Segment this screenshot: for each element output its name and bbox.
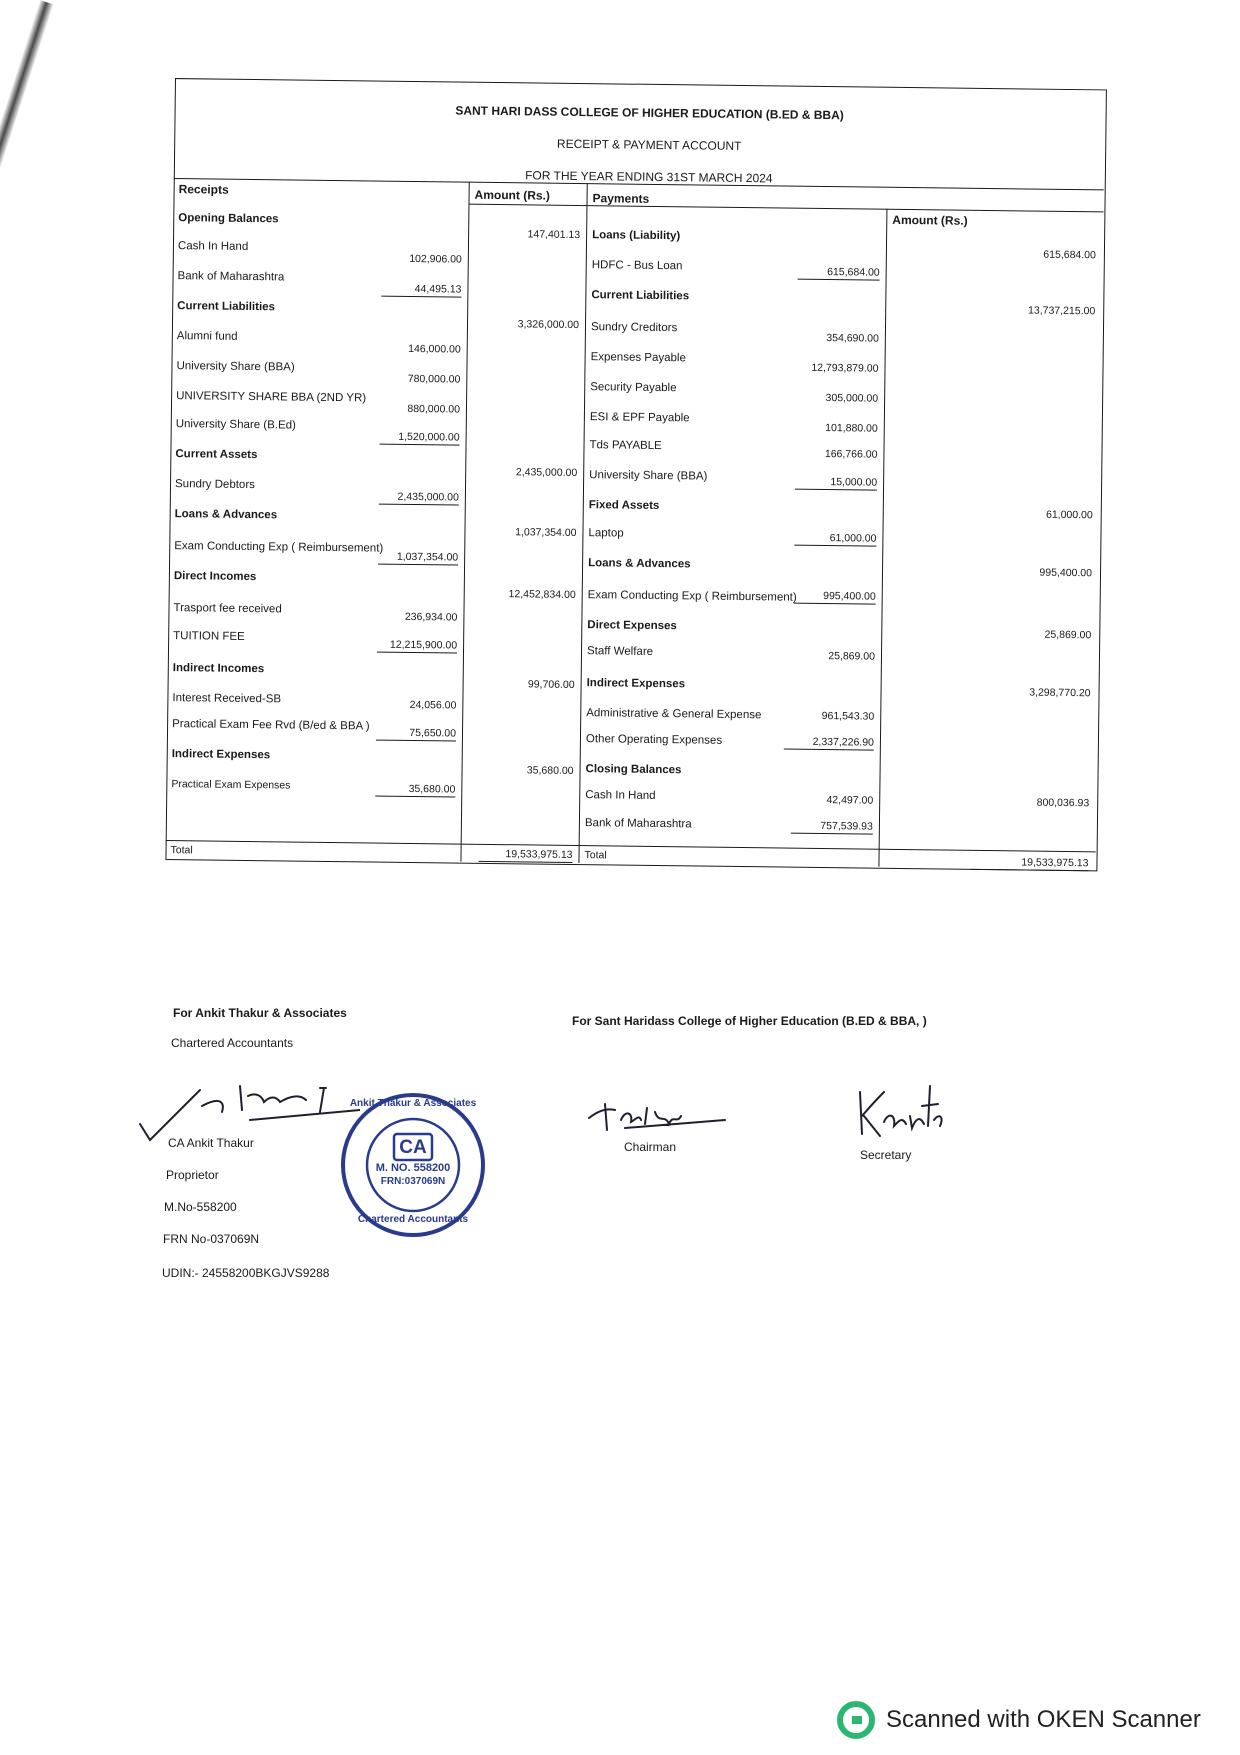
payment-group-total: 800,036.93 (1036, 796, 1090, 810)
payment-group-total: 3,298,770.20 (1029, 686, 1091, 700)
receipt-value: 2,435,000.00 (379, 491, 459, 506)
payment-value: 2,337,226.90 (784, 736, 874, 751)
payment-value: 25,869.00 (828, 650, 876, 663)
receipt-row: Indirect Incomes (172, 662, 265, 676)
receipt-value: 35,680.00 (375, 783, 455, 798)
scan-edge-shadow (0, 0, 53, 223)
payment-row: Exam Conducting Exp ( Reimbursement) (587, 589, 797, 604)
receipt-row: Current Liabilities (177, 300, 276, 314)
receipt-value: 75,650.00 (376, 727, 456, 742)
college-title: SANT HARI DASS COLLEGE OF HIGHER EDUCATION (B.ED & BBA) (455, 103, 844, 123)
payment-group-total: 615,684.00 (1043, 248, 1096, 262)
receipt-value: 1,037,354.00 (378, 551, 458, 566)
receipt-row: Sundry Debtors (174, 478, 256, 492)
receipt-row: Current Assets (175, 448, 258, 462)
receipt-payment-sheet (159, 78, 1130, 990)
payment-row: Administrative & General Expense (586, 707, 762, 722)
stamp-mno: M. NO. 558200 (375, 1162, 451, 1174)
scanner-watermark (836, 1700, 1201, 1740)
payment-row: Other Operating Expenses (585, 733, 723, 747)
payment-value: 305,000.00 (825, 392, 879, 405)
payment-row: Loans (Liability) (592, 229, 681, 243)
payment-row: Laptop (588, 527, 624, 540)
payment-row: Expenses Payable (590, 351, 686, 365)
auditor-udin: UDIN:- 24558200BKGJVS9288 (162, 1266, 330, 1280)
payment-row: Loans & Advances (588, 557, 691, 571)
payment-row: Direct Expenses (587, 619, 677, 633)
payment-row: Fixed Assets (588, 499, 660, 513)
receipts-heading: Receipts (178, 182, 229, 197)
payment-group-total: 61,000.00 (1045, 508, 1093, 522)
stamp-frn: FRN:037069N (380, 1176, 446, 1187)
receipt-row: Direct Incomes (173, 570, 257, 584)
payment-row: Bank of Maharashtra (584, 817, 692, 831)
payments-heading: Payments (592, 191, 650, 206)
receipt-row: Indirect Expenses (171, 748, 271, 762)
payment-row: University Share (BBA) (589, 469, 708, 483)
stamp-logo: CA (399, 1137, 427, 1158)
payment-group-total: 13,737,215.00 (1027, 304, 1096, 318)
receipt-value: 44,495.13 (381, 283, 461, 298)
receipt-row: Practical Exam Fee Rvd (B/ed & BBA ) (172, 718, 370, 733)
payment-value: 757,539.93 (791, 820, 873, 835)
auditor-signature (130, 1066, 360, 1146)
receipt-group-total: 2,435,000.00 (515, 466, 578, 480)
payment-group-total: 995,400.00 (1039, 566, 1093, 580)
payment-value: 354,690.00 (826, 332, 879, 345)
receipt-row: Interest Received-SB (172, 692, 282, 706)
payment-row: ESI & EPF Payable (589, 411, 690, 425)
receipt-value: 236,934.00 (404, 610, 458, 624)
receipt-group-total: 12,452,834.00 (508, 588, 576, 601)
receipt-row: Loans & Advances (174, 508, 278, 522)
receipt-row: UNIVERSITY SHARE BBA (2ND YR) (176, 390, 367, 405)
auditor-name: CA Ankit Thakur (168, 1136, 254, 1150)
college-for: For Sant Haridass College of Higher Education (B.ED & BBA, ) (572, 1014, 927, 1028)
payment-row: Cash In Hand (585, 789, 656, 802)
receipt-row: University Share (BBA) (176, 360, 295, 374)
secretary-label: Secretary (860, 1148, 912, 1162)
total-left-label: Total (170, 844, 193, 857)
auditor-membership-no: M.No-558200 (164, 1200, 237, 1214)
receipt-row: Opening Balances (178, 212, 279, 226)
receipt-group-total: 99,706.00 (527, 678, 575, 691)
payment-value: 101,880.00 (825, 422, 878, 435)
payment-row: Sundry Creditors (590, 321, 678, 335)
payment-value: 615,684.00 (798, 266, 880, 281)
receipt-value: 102,906.00 (409, 252, 462, 266)
receipt-value: 146,000.00 (408, 342, 461, 356)
amount-right-heading: Amount (Rs.) (892, 212, 968, 228)
payment-value: 12,793,879.00 (811, 361, 879, 375)
scanner-label: Scanned with OKEN Scanner (886, 1706, 1201, 1733)
receipt-value: 24,056.00 (409, 698, 457, 712)
secretary-signature (850, 1072, 950, 1152)
payment-row: Indirect Expenses (586, 677, 686, 691)
receipt-value: 12,215,900.00 (377, 639, 457, 654)
receipt-row: Exam Conducting Exp ( Reimbursement) (174, 540, 384, 555)
payment-value: 42,497.00 (826, 794, 874, 807)
receipt-row: Alumni fund (176, 330, 238, 343)
auditor-role: Proprietor (166, 1168, 219, 1182)
receipt-row: TUITION FEE (173, 630, 245, 643)
receipt-group-total: 35,680.00 (526, 764, 574, 777)
amount-left-heading: Amount (Rs.) (474, 187, 551, 203)
statement-period: FOR THE YEAR ENDING 31ST MARCH 2024 (525, 168, 773, 186)
receipt-value: 880,000.00 (407, 402, 461, 416)
auditor-type: Chartered Accountants (171, 1036, 294, 1050)
payment-value: 995,400.00 (794, 590, 876, 605)
payment-value: 166,766.00 (824, 448, 878, 461)
receipt-row: Practical Exam Expenses (171, 778, 291, 792)
chairman-label: Chairman (624, 1140, 677, 1154)
receipt-group-total: 147,401.13 (527, 228, 581, 242)
receipt-row: Bank of Maharashtra (177, 270, 285, 284)
receipt-value: 780,000.00 (407, 372, 461, 386)
chairman-signature (585, 1090, 735, 1140)
payment-row: Closing Balances (585, 763, 682, 777)
payment-row: Current Liabilities (591, 289, 690, 303)
payment-row: HDFC - Bus Loan (591, 259, 683, 273)
stamp-type: Chartered Accountants (357, 1214, 469, 1225)
payment-row: Security Payable (590, 381, 677, 395)
total-right-label: Total (584, 849, 607, 862)
stamp-name: Ankit Thakur & Associates (349, 1098, 477, 1109)
receipt-value: 1,520,000.00 (380, 431, 460, 446)
payment-row: Staff Welfare (586, 645, 654, 658)
statement-title: RECEIPT & PAYMENT ACCOUNT (556, 136, 742, 153)
payment-value: 15,000.00 (795, 476, 877, 491)
scanner-logo-icon (836, 1700, 876, 1740)
payment-value: 961,543.30 (821, 710, 875, 723)
receipt-row: Cash In Hand (177, 240, 249, 253)
total-right-value: 19,533,975.13 (970, 856, 1088, 871)
ca-stamp (338, 1090, 488, 1240)
auditor-for: For Ankit Thakur & Associates (173, 1006, 347, 1020)
receipt-row: University Share (B.Ed) (175, 418, 296, 432)
payment-row: Tds PAYABLE (589, 439, 662, 453)
receipt-row: Trasport fee received (173, 602, 282, 616)
auditor-frn: FRN No-037069N (163, 1232, 260, 1246)
receipt-group-total: 1,037,354.00 (515, 526, 577, 539)
total-left-value: 19,533,975.13 (478, 848, 572, 863)
payment-group-total: 25,869.00 (1044, 628, 1092, 642)
payment-value: 61,000.00 (794, 532, 876, 547)
receipt-group-total: 3,326,000.00 (517, 318, 580, 332)
